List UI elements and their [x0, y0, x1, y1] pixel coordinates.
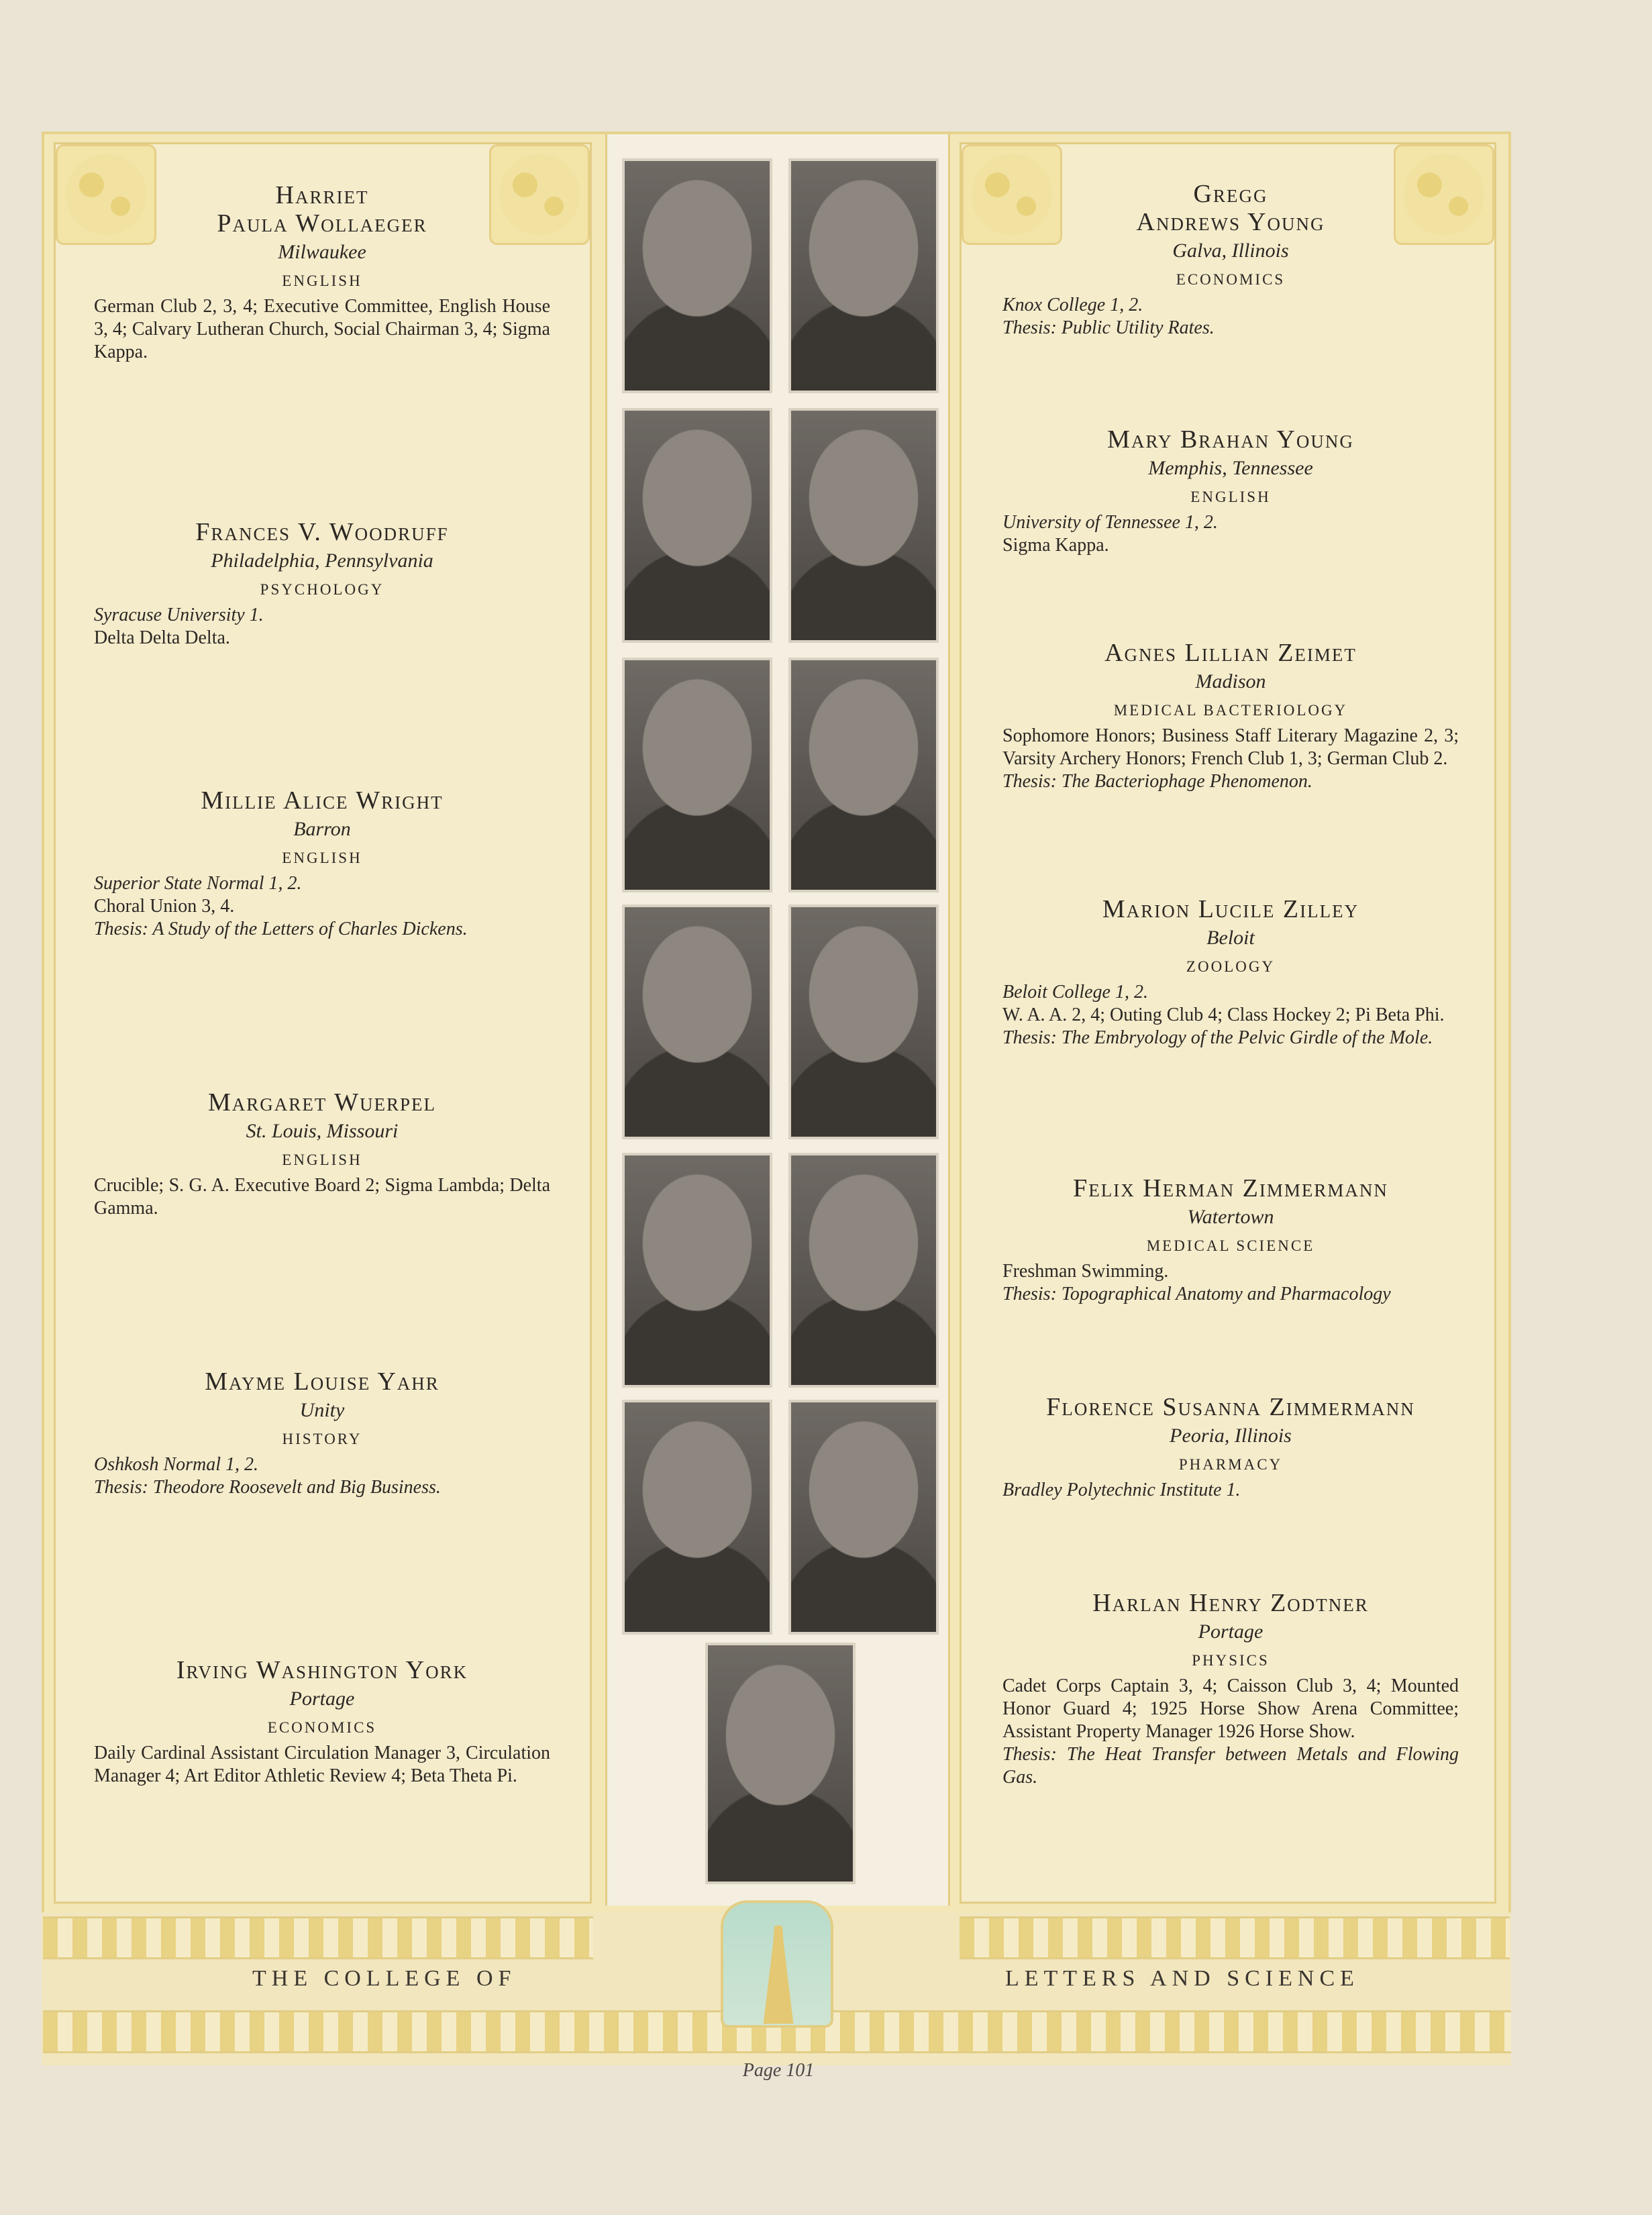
portrait-photo [622, 408, 772, 643]
activities-text: Sigma Kappa. [1002, 535, 1109, 556]
student-name: Mary Brahan Young [1107, 425, 1354, 454]
left-panel [54, 142, 592, 1904]
department: ENGLISH [282, 272, 362, 289]
activities-text: German Club 2, 3, 4; Executive Committee, English House 3, 4; Calvary Lutheran Church, Social Chairman 3, 4; Sigma Kappa. [94, 296, 550, 362]
activities-text: Choral Union 3, 4. [94, 896, 235, 917]
department: PHYSICS [1192, 1652, 1270, 1669]
portrait-photo [788, 1153, 939, 1388]
portrait-photo [788, 408, 939, 643]
department: ZOOLOGY [1186, 958, 1276, 975]
hometown: Barron [293, 818, 351, 840]
hometown: Galva, Illinois [1172, 240, 1289, 262]
student-entry [94, 518, 550, 650]
student-name: Harlan Henry Zodtner [1092, 1589, 1369, 1617]
thesis-text: Thesis: The Embryology of the Pelvic Girdle of the Mole. [1002, 1027, 1433, 1048]
student-entry [1002, 1589, 1459, 1789]
student-entry [1002, 1174, 1459, 1306]
portrait-photo [622, 1400, 772, 1635]
student-name: Paula Wollaeger [217, 209, 427, 238]
page-number: Page 101 [742, 2060, 815, 2081]
hometown: Madison [1195, 670, 1266, 692]
student-name: Andrews Young [1136, 208, 1325, 236]
student-entry [94, 181, 550, 364]
student-entry [1002, 895, 1459, 1049]
hometown: Philadelphia, Pennsylvania [211, 550, 433, 572]
department: ENGLISH [282, 849, 362, 866]
hometown: Beloit [1206, 927, 1255, 949]
hometown: St. Louis, Missouri [246, 1120, 399, 1142]
student-name: Marion Lucile Zilley [1102, 895, 1359, 923]
student-entry [1002, 639, 1459, 793]
hometown: Unity [299, 1399, 345, 1421]
student-name: Harriet [275, 181, 369, 209]
department: MEDICAL BACTERIOLOGY [1113, 702, 1348, 719]
ornament-band [960, 1916, 1510, 1959]
student-name: Mayme Louise Yahr [205, 1368, 440, 1396]
statue-figure-icon [760, 1923, 797, 2024]
student-entry [94, 786, 550, 941]
hometown: Portage [289, 1688, 355, 1710]
activities-text: Cadet Corps Captain 3, 4; Caisson Club 3, 4; Mounted Honor Guard 4; 1925 Horse Show Arena Committee; Assistant Property Manager 1926 Horse Show. [1002, 1676, 1459, 1742]
footer-title-left: THE COLLEGE OF [252, 1966, 517, 1991]
student-name: Felix Herman Zimmermann [1073, 1174, 1388, 1202]
student-name: Millie Alice Wright [201, 786, 444, 815]
prior-school: Beloit College 1, 2. [1002, 982, 1148, 1002]
department: PHARMACY [1178, 1456, 1283, 1473]
student-entry [94, 1368, 550, 1499]
activities-text: Daily Cardinal Assistant Circulation Manager 3, Circulation Manager 4; Art Editor Athletic Review 4; Beta Theta Pi. [94, 1743, 550, 1786]
student-entry [94, 1656, 550, 1788]
prior-school: Bradley Polytechnic Institute 1. [1002, 1480, 1241, 1500]
student-name: Frances V. Woodruff [195, 518, 449, 546]
hometown: Memphis, Tennessee [1148, 457, 1313, 479]
department: ECONOMICS [267, 1719, 377, 1736]
portrait-photo [622, 905, 772, 1139]
student-name: Margaret Wuerpel [208, 1088, 436, 1117]
photo-strip [605, 134, 950, 1906]
prior-school: Superior State Normal 1, 2. [94, 873, 302, 894]
portrait-photo [705, 1643, 856, 1884]
footer-title-right: LETTERS AND SCIENCE [1005, 1966, 1359, 1991]
student-entry [1002, 1393, 1459, 1502]
thesis-text: Thesis: A Study of the Letters of Charles Dickens. [94, 919, 468, 939]
portrait-photo [622, 658, 772, 892]
thesis-text: Thesis: Public Utility Rates. [1002, 317, 1215, 338]
activities-text: Sophomore Honors; Business Staff Literary Magazine 2, 3; Varsity Archery Honors; French Club 1, 3; German Club 2. [1002, 725, 1459, 769]
department: ECONOMICS [1176, 271, 1286, 288]
ornament-band [43, 1916, 593, 1959]
student-entry [1002, 425, 1459, 557]
student-name: Agnes Lillian Zeimet [1104, 639, 1357, 667]
portrait-photo [622, 158, 772, 393]
hometown: Portage [1198, 1620, 1263, 1643]
prior-school: University of Tennessee 1, 2. [1002, 512, 1218, 533]
department: HISTORY [282, 1431, 362, 1447]
prior-school: Knox College 1, 2. [1002, 295, 1143, 315]
student-entry [1002, 180, 1459, 340]
thesis-text: Thesis: Topographical Anatomy and Pharmacology [1002, 1284, 1391, 1304]
department: MEDICAL SCIENCE [1146, 1237, 1315, 1254]
activities-text: Crucible; S. G. A. Executive Board 2; Sigma Lambda; Delta Gamma. [94, 1175, 550, 1219]
hometown: Peoria, Illinois [1170, 1425, 1292, 1447]
hometown: Milwaukee [278, 241, 366, 263]
hometown: Watertown [1187, 1206, 1274, 1228]
thesis-text: Thesis: The Bacteriophage Phenomenon. [1002, 771, 1312, 792]
prior-school: Oshkosh Normal 1, 2. [94, 1454, 259, 1475]
activities-text: Delta Delta Delta. [94, 627, 230, 648]
student-entry [94, 1088, 550, 1220]
prior-school: Syracuse University 1. [94, 605, 264, 625]
department: ENGLISH [1190, 488, 1271, 505]
activities-text: Freshman Swimming. [1002, 1261, 1169, 1282]
student-name: Gregg [1193, 180, 1268, 208]
portrait-photo [788, 1400, 939, 1635]
portrait-photo [622, 1153, 772, 1388]
portrait-photo [788, 658, 939, 892]
department: ENGLISH [282, 1151, 362, 1168]
department: PSYCHOLOGY [260, 581, 384, 598]
thesis-text: Thesis: The Heat Transfer between Metals and Flowing Gas. [1002, 1744, 1459, 1788]
portrait-photo [788, 905, 939, 1139]
activities-text: W. A. A. 2, 4; Outing Club 4; Class Hockey 2; Pi Beta Phi. [1002, 1005, 1445, 1025]
thesis-text: Thesis: Theodore Roosevelt and Big Business. [94, 1477, 441, 1498]
student-name: Irving Washington York [176, 1656, 468, 1684]
figure-medallion [721, 1900, 833, 2028]
student-name: Florence Susanna Zimmermann [1046, 1393, 1415, 1421]
portrait-photo [788, 158, 939, 393]
